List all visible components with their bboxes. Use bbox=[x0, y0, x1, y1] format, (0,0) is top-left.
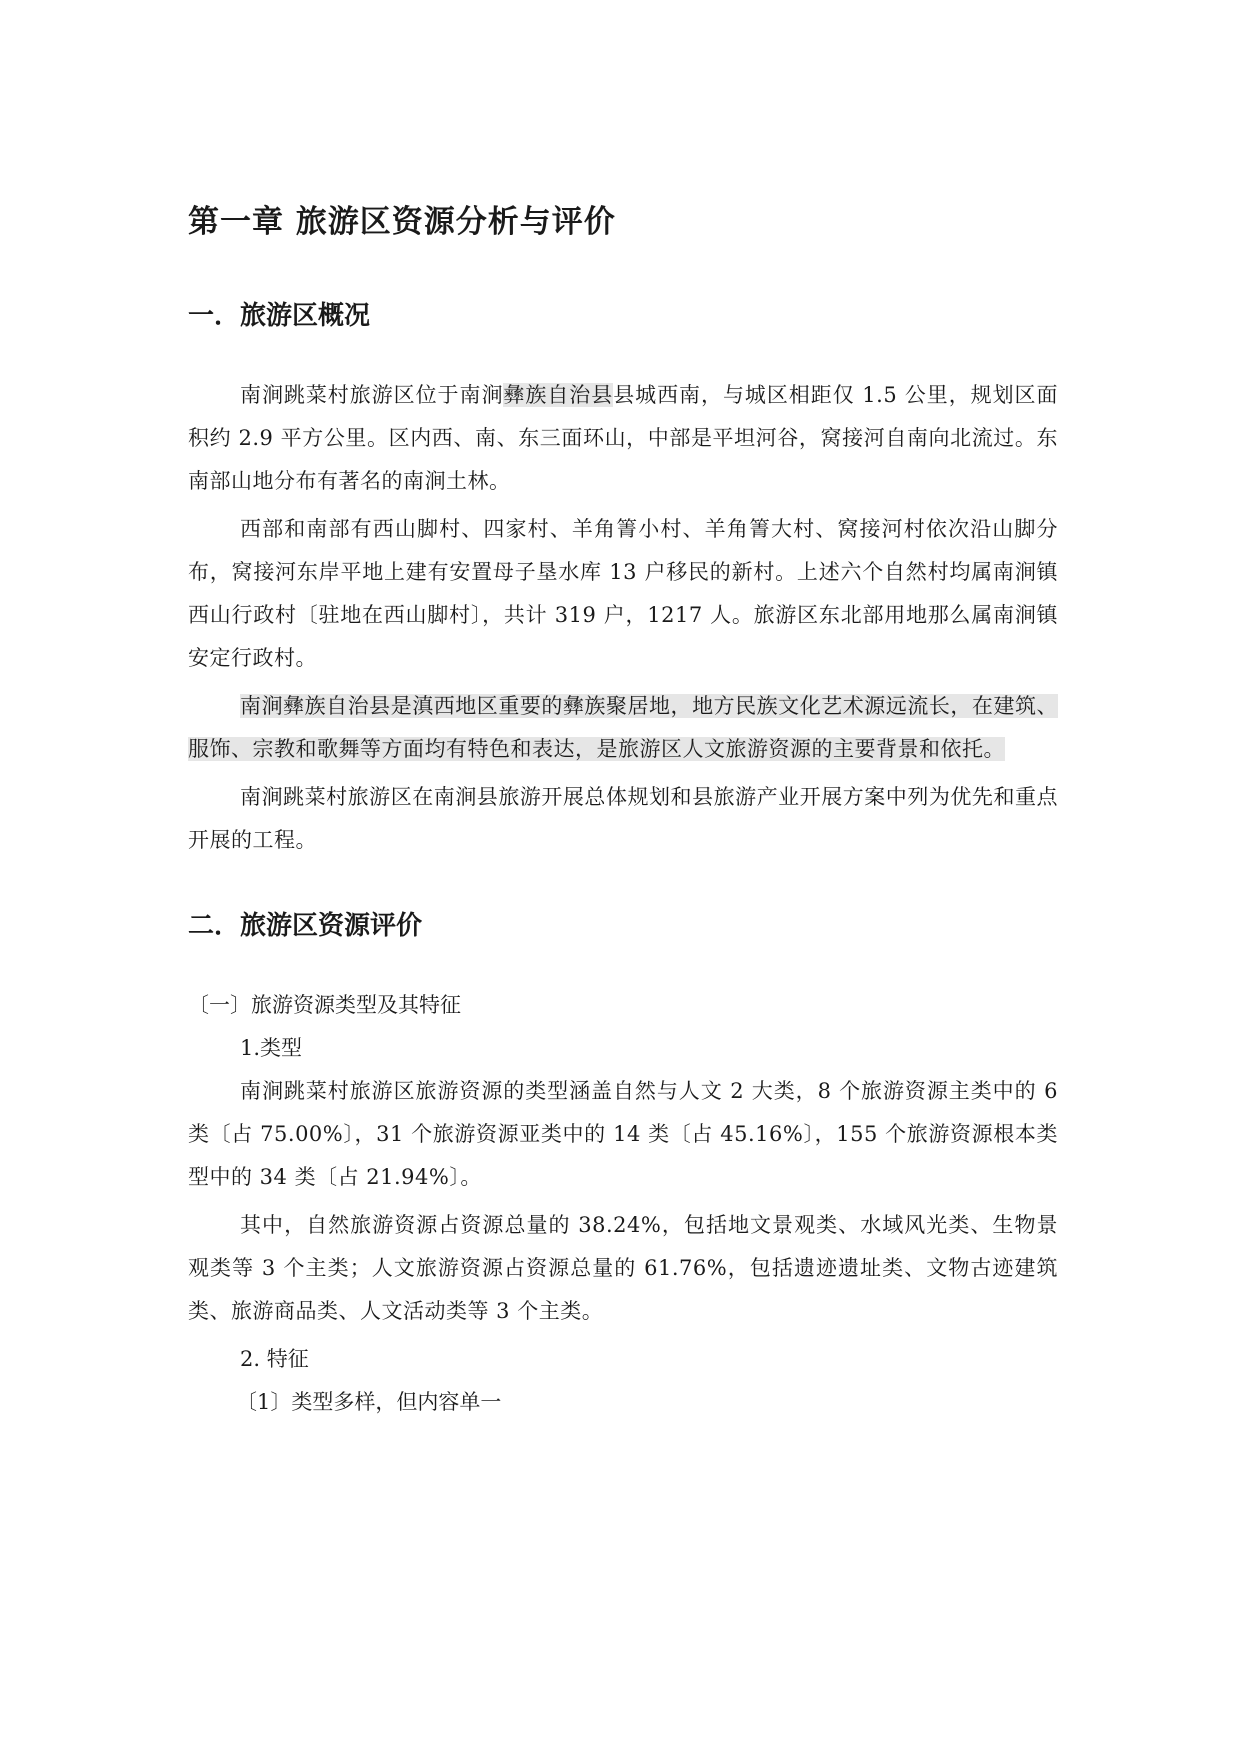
document-content bbox=[188, 200, 1058, 1424]
paragraph-type-breakdown: 其中，自然旅游资源占资源总量的 38.24%，包括地文景观类、水域风光类、生物景观类等 3 个主类；人文旅游资源占资源总量的 61.76%，包括遗迹遗址类、文物古迹建筑类、旅游商品类、人文活动类等 3 个主类。 bbox=[188, 1213, 1058, 1323]
highlighted-paragraph-text: 南涧彝族自治县是滇西地区重要的彝族聚居地，地方民族文化艺术源远流长，在建筑、服饰、宗教和歌舞等方面均有特色和表达，是旅游区人文旅游资源的主要背景和依托。 bbox=[188, 694, 1058, 761]
paragraph-villages: 西部和南部有西山脚村、四家村、羊角箐小村、羊角箐大村、窝接河村依次沿山脚分布，窝接河东岸平地上建有安置母子垦水库 13 户移民的新村。上述六个自然村均属南涧镇西山行政村〔驻地在西山脚村〕，共计 319 户，1217 人。旅游区东北部用地那么属南涧镇安定行政村。 bbox=[188, 517, 1058, 670]
subsection-heading-features: 2. 特征 bbox=[240, 1347, 309, 1371]
chapter-title: 第一章 旅游区资源分析与评价 bbox=[188, 204, 616, 240]
paragraph-priority: 南涧跳菜村旅游区在南涧县旅游开展总体规划和县旅游产业开展方案中列为优先和重点开展的工程。 bbox=[188, 785, 1058, 852]
subsection-heading-types: 〔一〕旅游资源类型及其特征 bbox=[188, 993, 461, 1017]
subsection-heading-type: 1.类型 bbox=[240, 1036, 303, 1060]
paragraph-location-text-a: 南涧跳菜村旅游区位于南涧 bbox=[240, 383, 504, 407]
paragraph-location-text-b: 县城西南，与城区相距仅 1.5 公里，规划区面积约 2.9 平方公里。区内西、南、东三面环山，中部是平坦河谷，窝接河自南向北流过。东南部山地分布有著名的南涧土林。 bbox=[188, 383, 1059, 493]
highlighted-text: 彝族自治县 bbox=[503, 383, 614, 407]
paragraph-location bbox=[188, 374, 1058, 503]
paragraph-culture bbox=[188, 685, 1058, 771]
paragraph-type-coverage: 南涧跳菜村旅游区旅游资源的类型涵盖自然与人文 2 大类，8 个旅游资源主类中的 6 类〔占 75.00%〕，31 个旅游资源亚类中的 14 类〔占 45.16%〕，155 个旅游资源根本类型中的 34 类〔占 21.94%〕。 bbox=[188, 1079, 1058, 1189]
section-title-evaluation: 二．旅游区资源评价 bbox=[188, 911, 423, 941]
section-title-overview: 一．旅游区概况 bbox=[188, 301, 371, 331]
subsection-heading-feature-1: 〔1〕类型多样，但内容单一 bbox=[236, 1390, 502, 1414]
